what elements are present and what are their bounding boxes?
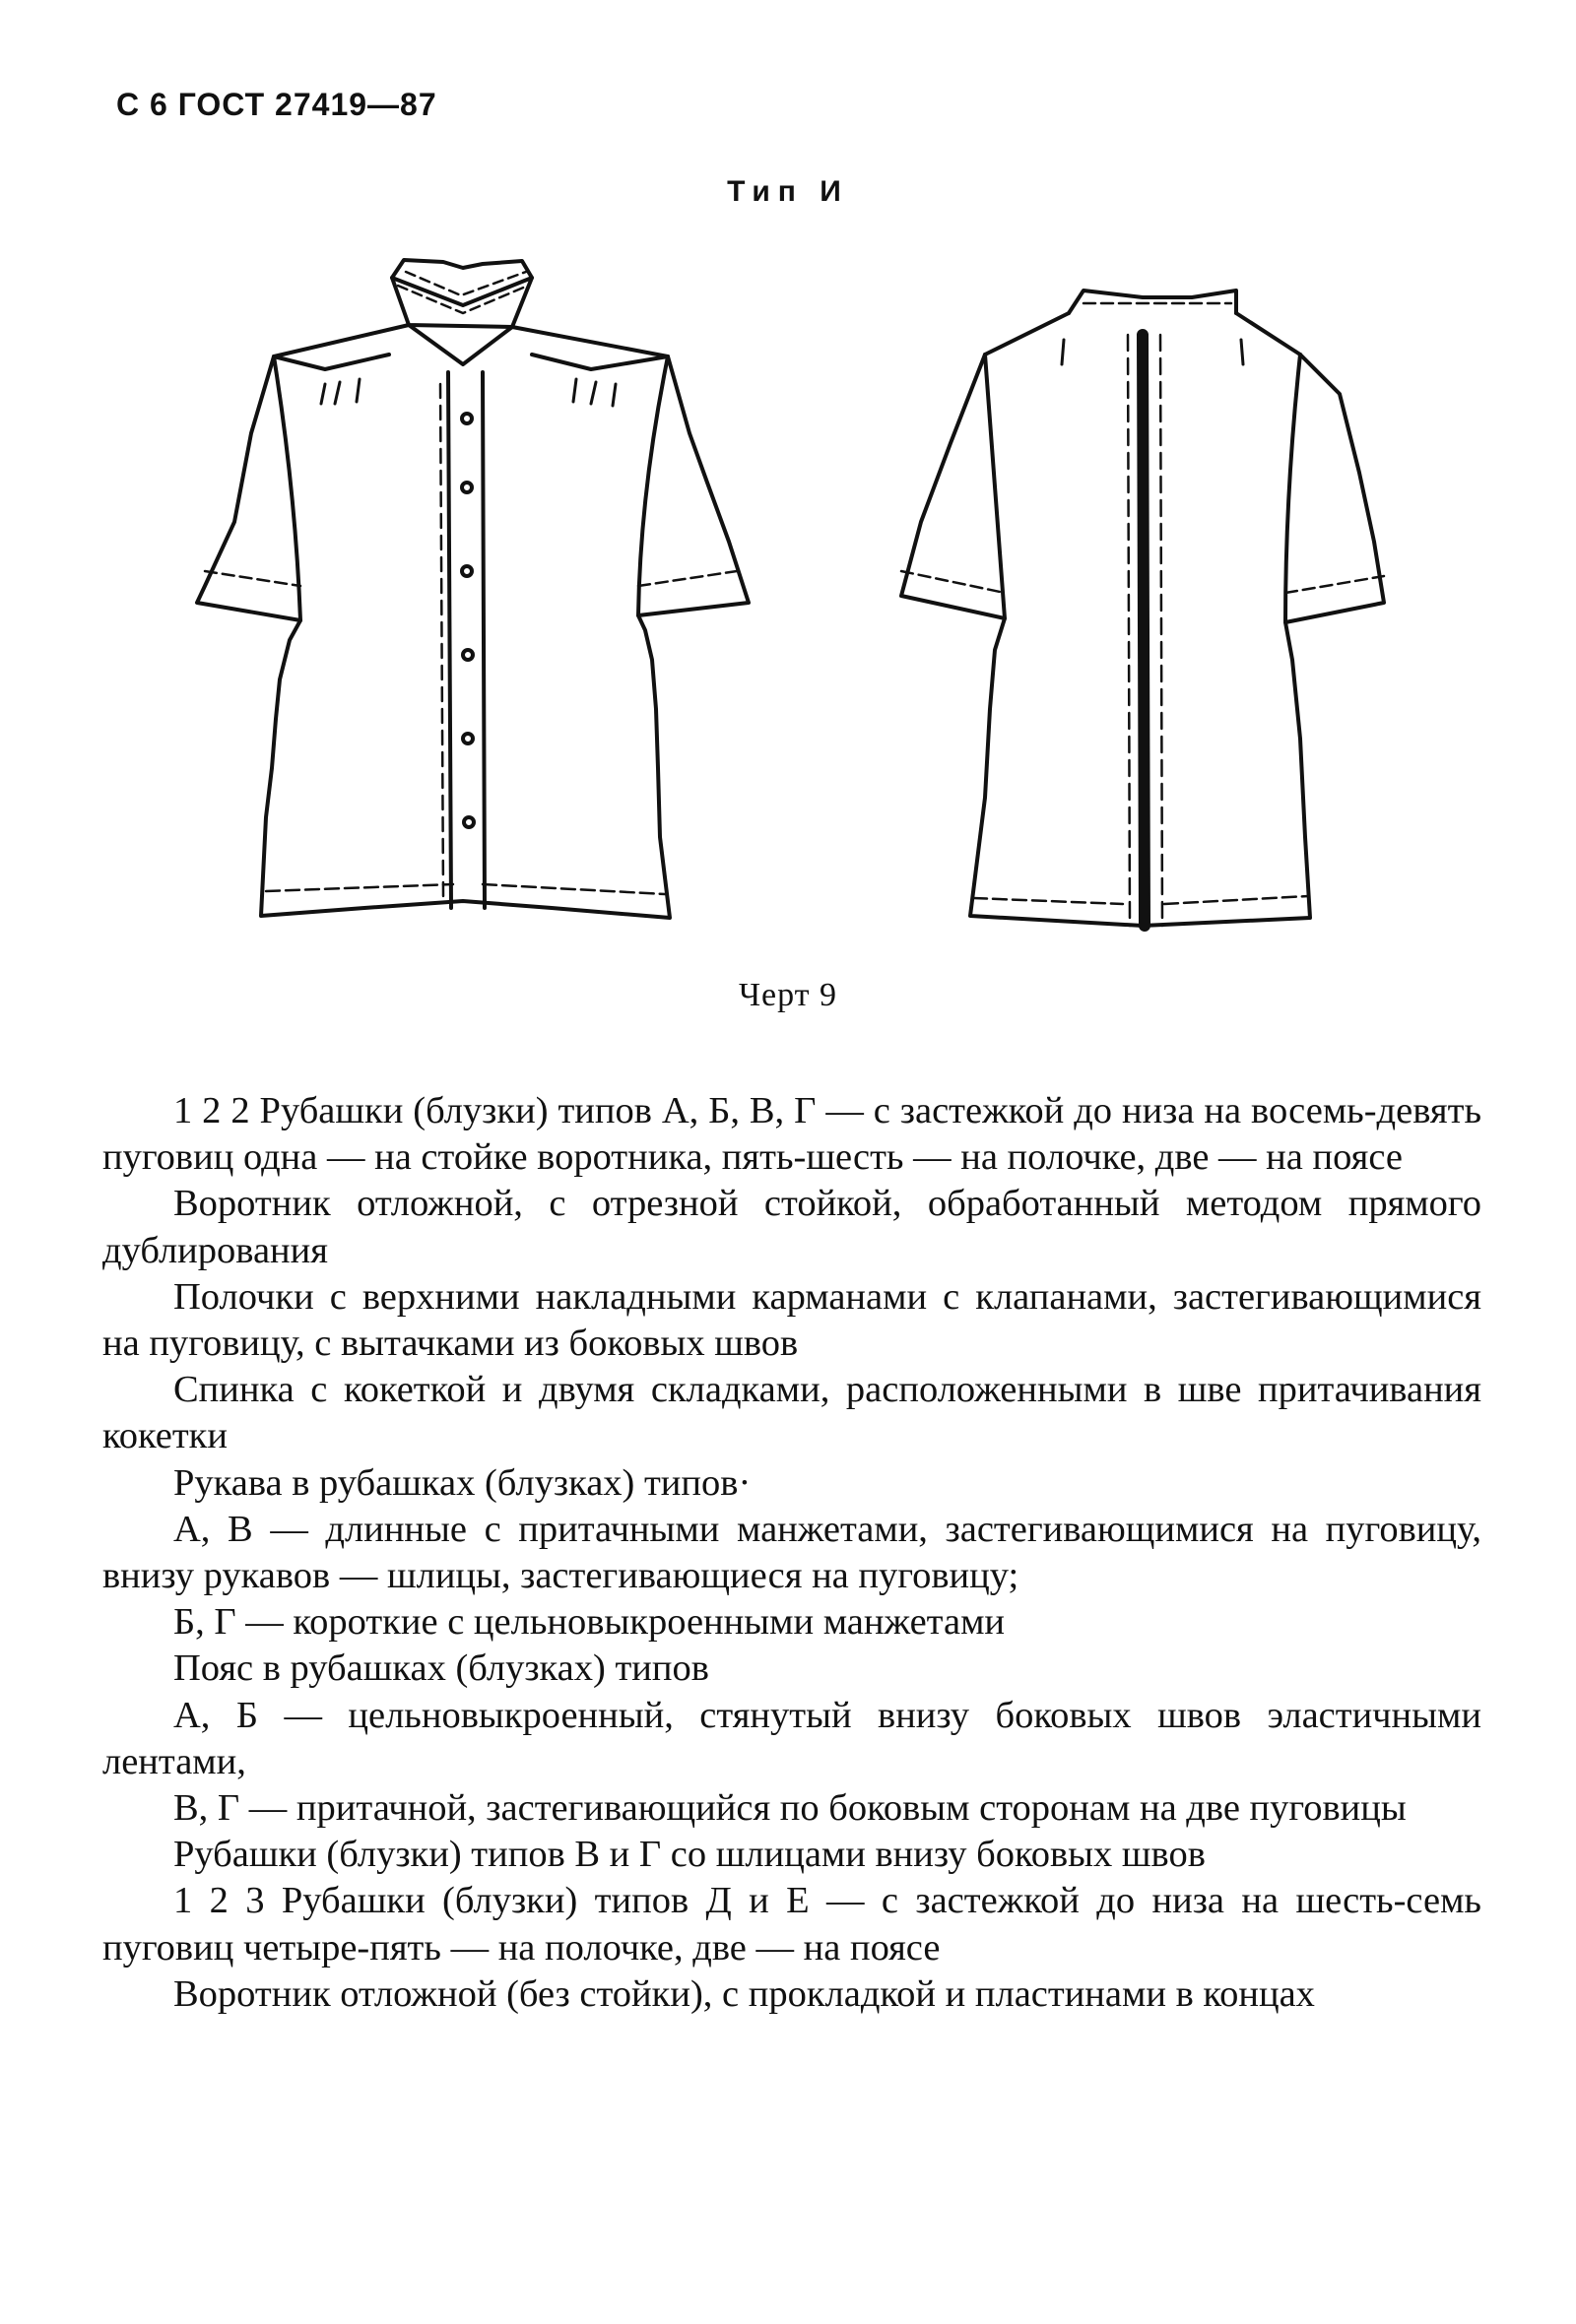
shirt-drawing [0,246,1576,955]
paragraph: А, В — длинные с притачными манжетами, застегивающимися на пуговицу, внизу рукавов — шлицы, застегивающиеся на пуговицу; [102,1508,1481,1597]
paragraph: 1 2 2 Рубашки (блузки) типов А, Б, В, Г — с застежкой до низа на восемь-девять пуговиц одна — на стойке воротника, пять-шесть — на полочке, две — на поясе [102,1090,1481,1179]
page-header: С 6 ГОСТ 27419—87 [116,87,437,122]
shirt-front-view [197,260,749,918]
paragraph: Полочки с верхними накладными карманами с клапанами, застегивающимися на пуговицу, с вытачками из боковых швов [102,1275,1481,1365]
paragraph: Рукава в рубашках (блузках) типов· [173,1461,752,1504]
figure-type-title: Тип И [727,175,849,208]
body-text [102,1088,1481,2018]
paragraph: Воротник отложной, с отрезной стойкой, обработанный методом прямого дублирования [102,1183,1481,1271]
paragraph: Рубашки (блузки) типов В и Г со шлицами внизу боковых швов [173,1834,1206,1876]
shirt-back-view [901,290,1384,926]
paragraph: Спинка с кокеткой и двумя складками, расположенными в шве притачивания кокетки [102,1369,1481,1457]
paragraph: 1 2 3 Рубашки (блузки) типов Д и Е — с застежкой до низа на шесть-семь пуговиц четыре-пять — на полочке, две — на поясе [102,1880,1481,1969]
paragraph: В, Г — притачной, застегивающийся по боковым сторонам на две пуговицы [173,1787,1407,1830]
paragraph: Б, Г — короткие с цельновыкроенными манжетами [173,1601,1006,1644]
paragraph: Пояс в рубашках (блузках) типов [173,1647,709,1690]
paragraph: А, Б — цельновыкроенный, стянутый внизу боковых швов эластичными лентами, [102,1694,1481,1782]
figure-caption: Черт 9 [738,977,838,1013]
paragraph: Воротник отложной (без стойки), с прокладкой и пластинами в концах [173,1972,1315,2015]
